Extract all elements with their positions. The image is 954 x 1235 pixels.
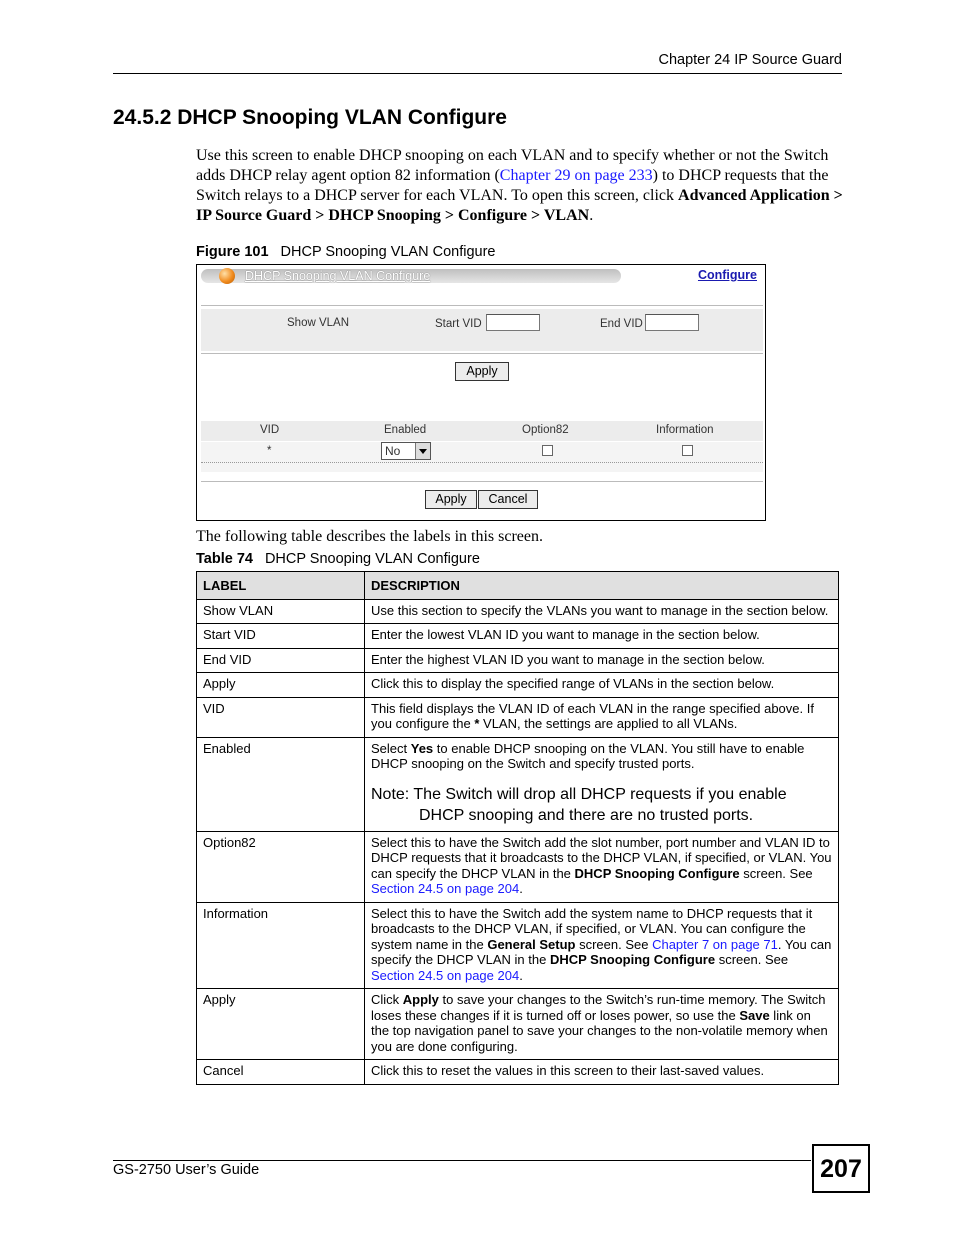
table-row [197, 697, 839, 737]
row-description [365, 831, 839, 902]
cancel-button[interactable]: Cancel [478, 490, 538, 509]
information-column-header: Information [656, 424, 714, 436]
table-row [197, 737, 839, 831]
table-header-row [197, 572, 839, 600]
figure-caption [196, 244, 495, 260]
orange-bullet-icon [219, 268, 235, 284]
desc-text: screen. See [739, 865, 813, 881]
intro-text-1: Use this screen to enable DHCP snooping on each VLAN and to specify whether or not the Switch adds DHCP relay agent option 82 information ( [196, 147, 829, 184]
desc-bold: DHCP Snooping Configure [574, 865, 740, 881]
desc-text: . You can specify the DHCP VLAN in the [371, 936, 832, 967]
apply-show-button[interactable]: Apply [455, 362, 509, 381]
row-label: Option82 [197, 831, 365, 902]
vid-column-header: VID [260, 424, 280, 436]
header-rule [113, 73, 842, 74]
apply-button[interactable]: Apply [425, 490, 477, 509]
enabled-select-value: No [385, 444, 401, 458]
desc-text: screen. See [575, 936, 653, 952]
row-description [365, 902, 839, 989]
row-description: Use this section to specify the VLANs you want to manage in the section below. [365, 599, 839, 624]
chapter-header: Chapter 24 IP Source Guard [658, 52, 842, 68]
footer-rule [113, 1160, 811, 1161]
enabled-select[interactable] [381, 442, 431, 460]
table-row [197, 624, 839, 649]
row-label: Enabled [197, 737, 365, 831]
row-separator [201, 462, 763, 463]
enabled-column-header: Enabled [384, 424, 427, 436]
end-vid-label: End VID [600, 318, 643, 330]
table-row [197, 648, 839, 673]
label-description-table [196, 571, 839, 1085]
desc-text: . [519, 881, 523, 896]
row-description: Click this to display the specified range of VLANs in the section below. [365, 673, 839, 698]
start-vid-label: Start VID [435, 318, 482, 330]
chevron-down-icon [415, 443, 430, 459]
desc-text: Select this to have the Switch add the slot number, port number and VLAN ID to DHCP requests that it broadcasts to the DHCP VLAN, if specified, or VLAN. You can specify the DHCP VLAN in the [371, 834, 832, 881]
row-description: Enter the lowest VLAN ID you want to manage in the section below. [365, 624, 839, 649]
row-description [365, 737, 839, 831]
intro-text-2: ) to DHCP requests that the Switch relays to a DHCP server for each VLAN. To open this screen, click [196, 167, 829, 204]
desc-text: . [519, 967, 523, 983]
table-row [197, 831, 839, 902]
figure-caption-text: DHCP Snooping VLAN Configure [280, 244, 496, 260]
configure-link[interactable]: Configure [697, 268, 757, 282]
section-24-5-link[interactable]: Section 24.5 on page 204 [371, 967, 520, 983]
divider [201, 305, 763, 306]
table-row [197, 989, 839, 1060]
screen-title: DHCP Snooping VLAN Configure [245, 269, 431, 283]
row-label: Apply [197, 673, 365, 698]
option82-checkbox[interactable] [542, 445, 553, 456]
desc-text: to enable DHCP snooping on the VLAN. You still have to enable DHCP snooping on the Switch and specify trusted ports. [371, 740, 805, 771]
section-title: 24.5.2 DHCP Snooping VLAN Configure [113, 106, 507, 129]
table-row [197, 599, 839, 624]
divider [201, 353, 763, 354]
row-description: Click this to reset the values in this screen to their last-saved values. [365, 1060, 839, 1085]
table-row [197, 673, 839, 698]
desc-bold: Yes [410, 740, 434, 756]
end-vid-input[interactable] [645, 314, 699, 331]
description-header: DESCRIPTION [365, 572, 839, 600]
desc-text: Select [371, 740, 411, 756]
table-label: Table 74 [196, 551, 253, 567]
screen-title-bar [201, 269, 621, 283]
row-label: Apply [197, 989, 365, 1060]
row-label: Start VID [197, 624, 365, 649]
desc-text: screen. See [715, 952, 789, 967]
desc-text: to save your changes to the Switch’s run-time memory. The Switch loses these changes if it is turned off or loses power, so use the [371, 992, 826, 1023]
show-vlan-label: Show VLAN [287, 317, 350, 329]
row-label: End VID [197, 648, 365, 673]
page-number: 207 [812, 1144, 870, 1193]
desc-bold: General Setup [487, 936, 576, 952]
chapter-7-link[interactable]: Chapter 7 on page 71 [652, 936, 778, 952]
table-row [197, 1060, 839, 1085]
divider [201, 481, 763, 482]
desc-text: Select this to have the Switch add the system name to DHCP requests that it broadcasts to the DHCP VLAN, if specified, or VLAN. You can configure the system name in the [371, 905, 813, 952]
intro-end: . [589, 207, 594, 224]
vid-value: * [267, 445, 272, 457]
following-text: The following table describes the labels in this screen. [196, 528, 544, 545]
information-checkbox[interactable] [682, 445, 693, 456]
desc-text: Click [371, 992, 403, 1007]
desc-text: VLAN, the settings are applied to all VLANs. [479, 716, 738, 731]
desc-bold: DHCP Snooping Configure [549, 952, 716, 967]
guide-name: GS-2750 User’s Guide [113, 1162, 260, 1178]
row-label: VID [197, 697, 365, 737]
row-label: Information [197, 902, 365, 989]
desc-bold: Apply [402, 992, 439, 1007]
desc-bold: Save [739, 1007, 770, 1023]
desc-bold: * [474, 716, 480, 731]
dhcp-snooping-vlan-screen [196, 264, 766, 521]
row-description: Enter the highest VLAN ID you want to manage in the section below. [365, 648, 839, 673]
label-header: LABEL [197, 572, 365, 600]
row-label: Cancel [197, 1060, 365, 1085]
menu-path: Advanced Application > IP Source Guard > DHCP Snooping > Configure > VLAN [196, 187, 843, 224]
vlan-row [201, 442, 763, 472]
desc-text: This field displays the VLAN ID of each VLAN in the range specified above. If you configure the [371, 700, 814, 731]
note-text: Note: The Switch will drop all DHCP requests if you enable DHCP snooping and there are no trusted ports. [371, 785, 787, 824]
table-caption [196, 551, 480, 567]
intro-paragraph [196, 146, 846, 226]
row-label: Show VLAN [197, 599, 365, 624]
table-caption-text: DHCP Snooping VLAN Configure [264, 551, 480, 567]
row-description [365, 697, 839, 737]
table-row [197, 902, 839, 989]
start-vid-input[interactable] [486, 314, 540, 331]
section-24-5-link[interactable]: Section 24.5 on page 204 [371, 881, 520, 896]
desc-text: link on the top navigation panel to save your changes to the non-volatile memory when you are done configuring. [371, 1007, 828, 1054]
figure-label: Figure 101 [196, 244, 269, 260]
row-description [365, 989, 839, 1060]
option82-column-header: Option82 [522, 424, 569, 436]
chapter-29-link[interactable]: Chapter 29 on page 233 [499, 167, 653, 184]
